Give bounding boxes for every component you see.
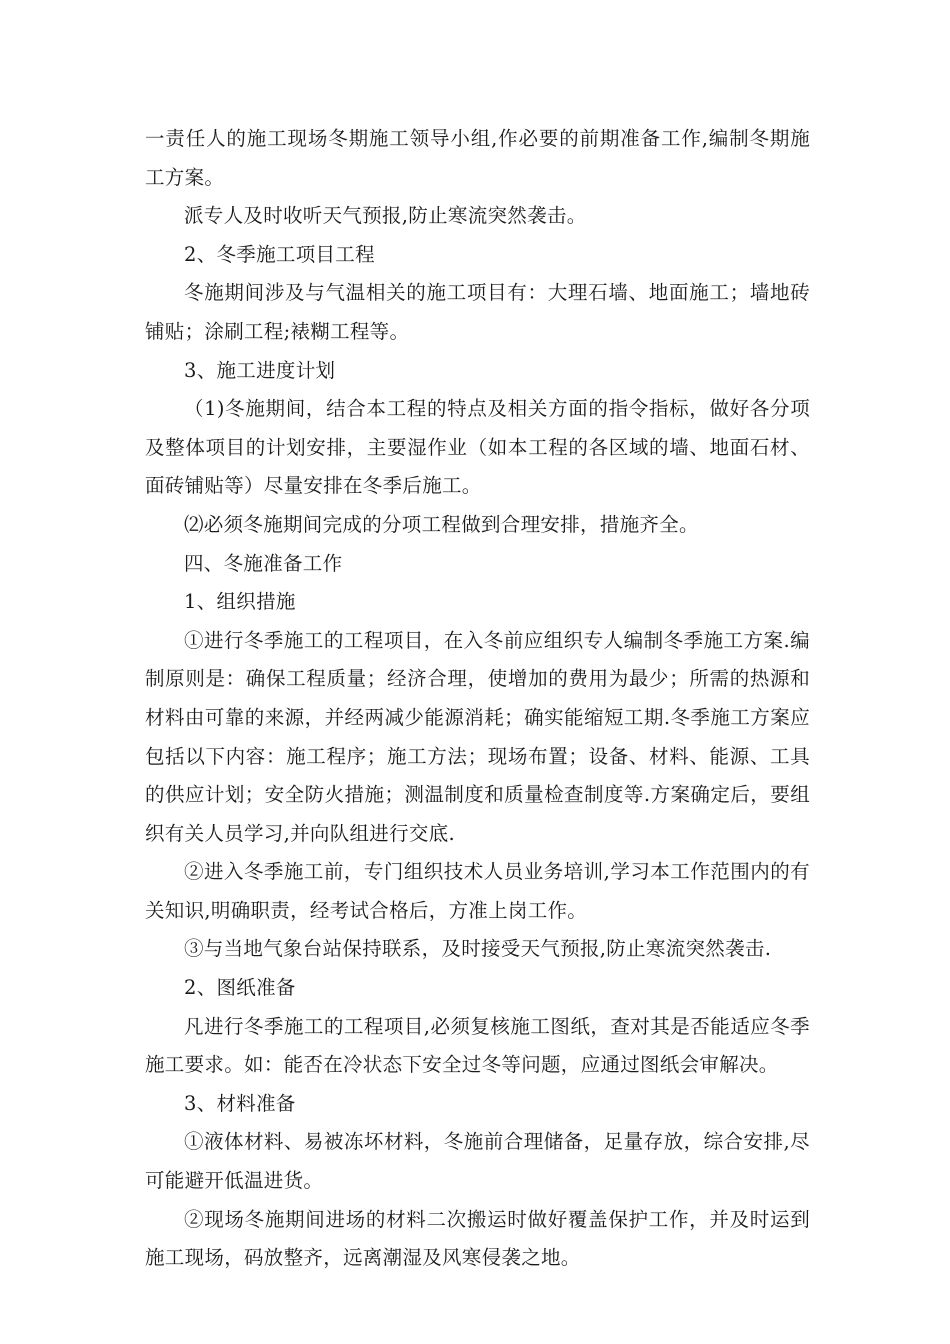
paragraph-4: 冬施期间涉及与气温相关的施工项目有：大理石墙、地面施工；墙地砖铺贴；涂刷工程;裱糊工程等。 [145, 281, 810, 343]
paragraph-17: ②现场冬施期间进场的材料二次搬运时做好覆盖保护工作，并及时运到施工现场，码放整齐，远离潮湿及风寒侵袭之地。 [145, 1207, 810, 1270]
subsection-heading-1: 1、组织措施 [184, 590, 296, 614]
section-heading-4: 四、冬施准备工作 [184, 551, 343, 575]
paragraph-16: ①液体材料、易被冻坏材料，冬施前合理储备，足量存放，综合安排,尽可能避开低温进货。 [145, 1130, 810, 1193]
paragraph-14: 凡进行冬季施工的工程项目,必须复核施工图纸，查对其是否能适应冬季施工要求。如：能否在冷状态下安全过冬等问题，应通过图纸会审解决。 [145, 1014, 810, 1077]
section-heading-3: 3、施工进度计划 [184, 358, 336, 382]
paragraph-10: ①进行冬季施工的工程项目，在入冬前应组织专人编制冬季施工方案.编制原则是：确保工程质量；经济合理，使增加的费用为最少；所需的热源和材料由可靠的来源，并经两减少能源消耗；确实能缩短工期.冬季施工方案应包括以下内容：施工程序；施工方法；现场布置；设备、材料、能源、工具的供应计划；安全防火措施；测温制度和质量检查制度等.方案确定后，要组织有关人员学习,并向队组进行交底. [145, 628, 810, 845]
paragraph-1: 一责任人的施工现场冬期施工领导小组,作必要的前期准备工作,编制冬期施工方案。 [145, 127, 810, 189]
subsection-heading-2: 2、图纸准备 [184, 976, 296, 1000]
paragraph-12: ③与当地气象台站保持联系，及时接受天气预报,防止寒流突然袭击. [184, 937, 772, 961]
paragraph-6: （1)冬施期间，结合本工程的特点及相关方面的指令指标，做好各分项及整体项目的计划安排，主要湿作业（如本工程的各区域的墙、地面石材、面砖铺贴等）尽量安排在冬季后施工。 [145, 397, 810, 498]
paragraph-7: ⑵必须冬施期间完成的分项工程做到合理安排，措施齐全。 [184, 512, 699, 536]
section-heading-2: 2、冬季施工项目工程 [184, 242, 375, 266]
subsection-heading-3: 3、材料准备 [184, 1091, 296, 1115]
document-body [145, 120, 810, 1278]
paragraph-11: ②进入冬季施工前，专门组织技术人员业务培训,学习本工作范围内的有关知识,明确职责，经考试合格后，方准上岗工作。 [145, 860, 810, 922]
paragraph-2: 派专人及时收听天气预报,防止寒流突然袭击。 [184, 204, 587, 228]
